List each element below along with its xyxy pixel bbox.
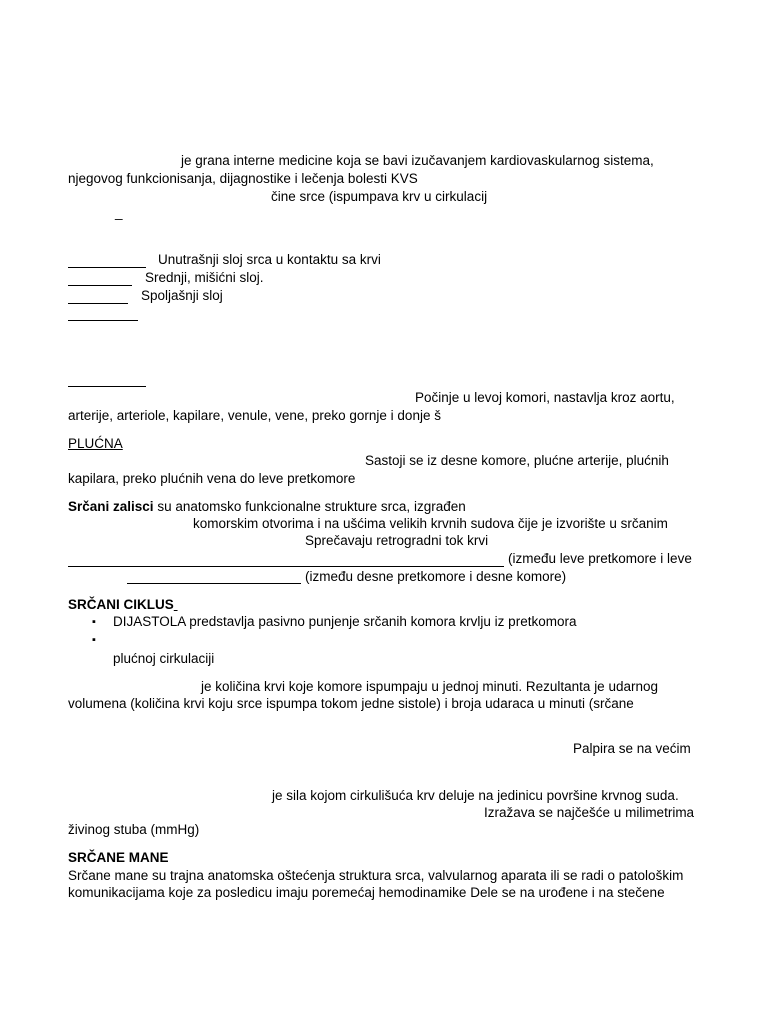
systemic-line-1: Počinje u levoj komori, nastavlja kroz aortu, — [415, 390, 675, 405]
output-line-1: je količina krvi koje komore ispumpaju u jednoj minuti. Rezultanta je udarnog — [201, 679, 658, 694]
layer-inner: Unutrašnji sloj srca u kontaktu sa krvi — [158, 252, 381, 267]
layer-middle: Srednji, mišićni sloj. — [145, 270, 264, 285]
blank-line — [68, 285, 132, 286]
defects-line-2: komunikacijama koje za posledicu imaju poremećaj hemodinamike Dele se na urođene i na stečene — [68, 885, 665, 900]
pressure-line-3: živinog stuba (mmHg) — [68, 822, 200, 837]
bullet-icon: ▪ — [92, 634, 96, 646]
pulmonary-line-2: kapilara, preko plućnih vena do leve pretkomore — [68, 471, 356, 486]
defects-line-1: Srčane mane su trajna anatomska oštećenja struktura srca, valvularnog aparata ili se radi o patološkim — [68, 868, 684, 883]
layer-outer: Spoljašnji sloj — [141, 288, 223, 303]
cycle-item-2-continuation: plućnoj cirkulaciji — [113, 651, 215, 666]
pressure-line-1: je sila kojom cirkulišuća krv deluje na jedinicu površine krvnog suda. — [272, 788, 679, 803]
pressure-line-2: Izražava se najčešće u milimetrima — [484, 805, 695, 820]
blank-line — [127, 583, 301, 584]
pulmonary-title: PLUĆNA — [68, 436, 123, 451]
pulmonary-line-1: Sastoji se iz desne komore, plućne arterije, plućnih — [365, 453, 669, 468]
intro-line-1: je grana interne medicine koja se bavi izučavanjem kardiovaskularnog sistema, — [181, 153, 654, 168]
cycle-title: SRČANI CIKLUS — [68, 597, 174, 612]
blank-line — [68, 267, 146, 268]
intro-line-2: njegovog funkcionisanja, dijagnostike i lečenja bolesti KVS — [68, 171, 418, 186]
valves-line-3: Sprečavaju retrogradni tok krvi — [305, 533, 489, 548]
valves-line-1 — [68, 499, 466, 515]
pulse-line: Palpira se na većim — [573, 741, 691, 756]
systemic-line-2: arterije, arteriole, kapilare, venule, vene, preko gornje i donje š — [68, 408, 441, 423]
blank-line — [68, 303, 128, 304]
cycle-item-1: DIJASTOLA predstavlja pasivno punjenje srčanih komora krvlju iz pretkomora — [113, 614, 577, 629]
intro-line-3: čine srce (ispumpava krv u cirkulacij — [271, 189, 488, 204]
valve-right: (između desne pretkomore i desne komore) — [305, 569, 567, 584]
bullet-icon: ▪ — [92, 616, 96, 628]
blank-line — [68, 566, 504, 567]
valves-line-2: komorskim otvorima i na ušćima velikih krvnih sudova čije je izvorište u srčanim — [193, 516, 668, 531]
valves-line-1-text: su anatomsko funkcionalne strukture srca, izgrađen — [153, 499, 466, 514]
valves-title: Srčani zalisci — [68, 499, 154, 514]
blank-line — [68, 386, 146, 387]
blank-line — [68, 320, 138, 321]
defects-title: SRČANE MANE — [68, 850, 169, 865]
valve-left: (između leve pretkomore i leve — [508, 551, 692, 566]
output-line-2: volumena (količina krvi koju srce ispumpa tokom jedne sistole) i broja udaraca u minuti (srčane — [68, 696, 634, 711]
intro-dash: _ — [115, 205, 123, 220]
